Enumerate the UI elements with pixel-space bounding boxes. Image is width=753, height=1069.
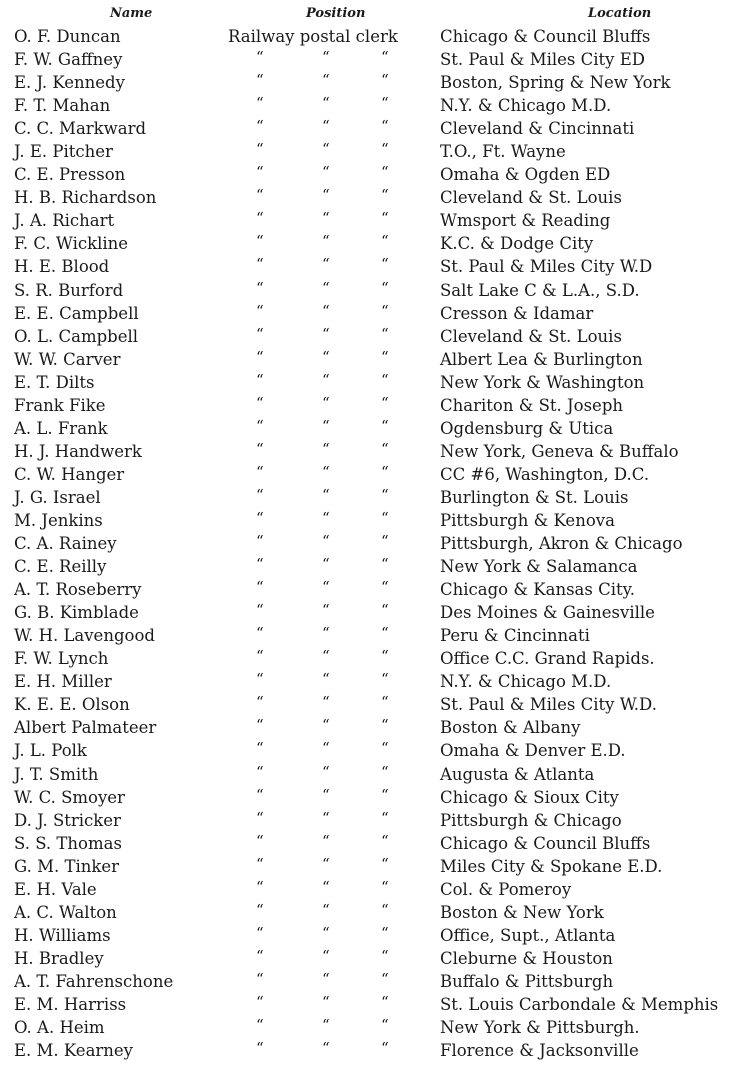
row-name: E. H. Miller — [14, 672, 112, 692]
ditto-mark: “ — [322, 785, 330, 804]
row-name: C. C. Markward — [14, 119, 147, 139]
table-row — [0, 463, 753, 486]
row-name: E. E. Campbell — [14, 303, 139, 323]
ditto-mark: “ — [322, 370, 330, 389]
table-row — [0, 509, 753, 532]
ditto-mark: “ — [381, 508, 389, 527]
ditto-mark: “ — [381, 117, 389, 136]
ditto-mark: “ — [381, 785, 389, 804]
row-name: O. A. Heim — [14, 1018, 105, 1038]
row-name: G. M. Tinker — [14, 856, 120, 876]
ditto-mark: “ — [381, 232, 389, 251]
ditto-mark: “ — [381, 762, 389, 781]
ditto-mark: “ — [256, 601, 264, 620]
table-row — [0, 209, 753, 232]
ditto-mark: “ — [322, 647, 330, 666]
ditto-mark: “ — [322, 854, 330, 873]
ditto-mark: “ — [381, 992, 389, 1011]
table-row — [0, 716, 753, 739]
table-row — [0, 279, 753, 302]
table-row — [0, 786, 753, 809]
ditto-mark: “ — [322, 347, 330, 366]
table-row — [0, 578, 753, 601]
row-name: C. E. Reilly — [14, 557, 107, 577]
ditto-mark: “ — [381, 393, 389, 412]
ditto-mark: “ — [256, 94, 264, 113]
row-location: Pittsburgh, Akron & Chicago — [440, 534, 683, 554]
ditto-mark: “ — [381, 647, 389, 666]
row-name: H. J. Handwerk — [14, 441, 142, 461]
row-position: Railway postal clerk — [228, 27, 398, 46]
table-row — [0, 924, 753, 947]
row-location: Omaha & Denver E.D. — [440, 741, 626, 761]
ditto-mark: “ — [256, 854, 264, 873]
table-row — [0, 394, 753, 417]
ditto-mark: “ — [381, 578, 389, 597]
table-row — [0, 325, 753, 348]
row-name: J. G. Israel — [14, 487, 101, 507]
ditto-mark: “ — [256, 647, 264, 666]
column-header-name: Name — [110, 6, 153, 21]
table-row — [0, 440, 753, 463]
table-row — [0, 993, 753, 1016]
table-row — [0, 117, 753, 140]
ditto-mark: “ — [256, 324, 264, 343]
ditto-mark: “ — [256, 439, 264, 458]
ditto-mark: “ — [256, 117, 264, 136]
table-body — [0, 25, 753, 1062]
row-location: CC #6, Washington, D.C. — [440, 464, 650, 484]
ditto-mark: “ — [322, 278, 330, 297]
ditto-mark: “ — [256, 462, 264, 481]
table-row — [0, 809, 753, 832]
row-name: F. T. Mahan — [14, 96, 111, 116]
ditto-mark: “ — [381, 1039, 389, 1058]
ditto-mark: “ — [381, 163, 389, 182]
ditto-mark: “ — [256, 877, 264, 896]
row-location: Chicago & Kansas City. — [440, 580, 635, 600]
ditto-mark: “ — [381, 255, 389, 274]
row-name: W. H. Lavengood — [14, 626, 155, 646]
ditto-mark: “ — [381, 969, 389, 988]
row-location: Buffalo & Pittsburgh — [440, 971, 614, 991]
table-row — [0, 94, 753, 117]
row-location: St. Paul & Miles City ED — [440, 50, 646, 70]
row-location: Augusta & Atlanta — [440, 764, 595, 784]
row-name: F. W. Gaffney — [14, 50, 123, 70]
ditto-mark: “ — [256, 578, 264, 597]
row-location: K.C. & Dodge City — [440, 234, 594, 254]
ditto-mark: “ — [322, 992, 330, 1011]
ditto-mark: “ — [381, 278, 389, 297]
ditto-mark: “ — [381, 532, 389, 551]
row-location: New York & Pittsburgh. — [440, 1018, 640, 1038]
row-location: New York, Geneva & Buffalo — [440, 441, 679, 461]
row-name: C. W. Hanger — [14, 464, 125, 484]
row-location: Ogdensburg & Utica — [440, 418, 614, 438]
row-location: Cleburne & Houston — [440, 948, 613, 968]
ditto-mark: “ — [322, 209, 330, 228]
ditto-mark: “ — [322, 900, 330, 919]
row-location: Burlington & St. Louis — [440, 487, 629, 507]
ditto-mark: “ — [322, 670, 330, 689]
ditto-mark: “ — [322, 163, 330, 182]
ditto-mark: “ — [322, 48, 330, 67]
ditto-mark: “ — [322, 624, 330, 643]
ditto-mark: “ — [256, 232, 264, 251]
ditto-mark: “ — [322, 255, 330, 274]
ditto-mark: “ — [256, 301, 264, 320]
table-row — [0, 901, 753, 924]
table-row — [0, 855, 753, 878]
table-row — [0, 970, 753, 993]
ditto-mark: “ — [256, 209, 264, 228]
ditto-mark: “ — [256, 992, 264, 1011]
row-name: G. B. Kimblade — [14, 603, 139, 623]
row-location: Boston, Spring & New York — [440, 73, 671, 93]
row-location: Cresson & Idamar — [440, 303, 594, 323]
row-location: Pittsburgh & Kenova — [440, 510, 615, 530]
table-row — [0, 739, 753, 762]
ditto-mark: “ — [381, 324, 389, 343]
row-name: F. W. Lynch — [14, 649, 109, 669]
row-location: Des Moines & Gainesville — [440, 603, 655, 623]
ditto-mark: “ — [381, 946, 389, 965]
row-name: E. H. Vale — [14, 879, 97, 899]
row-location: New York & Washington — [440, 372, 645, 392]
ditto-mark: “ — [256, 785, 264, 804]
row-name: K. E. E. Olson — [14, 695, 130, 715]
table-header — [0, 4, 753, 24]
ditto-mark: “ — [322, 532, 330, 551]
table-row — [0, 486, 753, 509]
row-location: Miles City & Spokane E.D. — [440, 856, 663, 876]
table-row — [0, 163, 753, 186]
row-name: F. C. Wickline — [14, 234, 129, 254]
ditto-mark: “ — [381, 48, 389, 67]
ditto-mark: “ — [256, 48, 264, 67]
ditto-mark: “ — [322, 1016, 330, 1035]
row-name: A. L. Frank — [14, 418, 108, 438]
row-location: Albert Lea & Burlington — [440, 349, 643, 369]
row-name: E. J. Kennedy — [14, 73, 125, 93]
row-location: Omaha & Ogden ED — [440, 165, 611, 185]
row-name: A. T. Roseberry — [14, 580, 142, 600]
ditto-mark: “ — [322, 716, 330, 735]
ditto-mark: “ — [256, 670, 264, 689]
row-location: Pittsburgh & Chicago — [440, 810, 622, 830]
ditto-mark: “ — [381, 670, 389, 689]
ditto-mark: “ — [381, 347, 389, 366]
ditto-mark: “ — [256, 923, 264, 942]
row-name: H. Williams — [14, 925, 111, 945]
ditto-mark: “ — [322, 808, 330, 827]
row-name: O. F. Duncan — [14, 27, 121, 46]
row-name: C. E. Presson — [14, 165, 126, 185]
row-name: W. C. Smoyer — [14, 787, 125, 807]
row-name: J. L. Polk — [14, 741, 87, 761]
row-name: E. M. Harriss — [14, 994, 127, 1014]
ditto-mark: “ — [381, 739, 389, 758]
ditto-mark: “ — [256, 485, 264, 504]
row-name: M. Jenkins — [14, 510, 103, 530]
ditto-mark: “ — [256, 1016, 264, 1035]
ditto-mark: “ — [256, 716, 264, 735]
table-row — [0, 670, 753, 693]
ditto-mark: “ — [322, 831, 330, 850]
row-location: Chariton & St. Joseph — [440, 395, 624, 415]
table-row — [0, 624, 753, 647]
ditto-mark: “ — [322, 555, 330, 574]
ditto-mark: “ — [381, 462, 389, 481]
table-row — [0, 878, 753, 901]
row-name: A. C. Walton — [14, 902, 117, 922]
ditto-mark: “ — [322, 946, 330, 965]
row-location: Cleveland & St. Louis — [440, 326, 622, 346]
ditto-mark: “ — [381, 877, 389, 896]
column-header-position: Position — [306, 6, 366, 21]
table-row — [0, 186, 753, 209]
ditto-mark: “ — [381, 140, 389, 159]
ditto-mark: “ — [381, 370, 389, 389]
ditto-mark: “ — [322, 601, 330, 620]
ditto-mark: “ — [322, 969, 330, 988]
ditto-mark: “ — [322, 462, 330, 481]
ditto-mark: “ — [322, 762, 330, 781]
ditto-mark: “ — [322, 693, 330, 712]
row-location: Cleveland & St. Louis — [440, 188, 622, 208]
row-location: Chicago & Council Bluffs — [440, 27, 651, 46]
table-row — [0, 371, 753, 394]
ditto-mark: “ — [256, 624, 264, 643]
ditto-mark: “ — [256, 278, 264, 297]
ditto-mark: “ — [256, 71, 264, 90]
row-name: J. E. Pitcher — [14, 142, 113, 162]
ditto-mark: “ — [256, 140, 264, 159]
ditto-mark: “ — [256, 555, 264, 574]
ditto-mark: “ — [381, 808, 389, 827]
row-name: C. A. Rainey — [14, 534, 117, 554]
ditto-mark: “ — [381, 854, 389, 873]
row-name: E. M. Kearney — [14, 1041, 134, 1061]
row-location: New York & Salamanca — [440, 557, 638, 577]
ditto-mark: “ — [256, 808, 264, 827]
ditto-mark: “ — [322, 485, 330, 504]
ditto-mark: “ — [381, 601, 389, 620]
table-row — [0, 532, 753, 555]
ditto-mark: “ — [256, 416, 264, 435]
table-row — [0, 832, 753, 855]
table-row — [0, 601, 753, 624]
table-row — [0, 255, 753, 278]
ditto-mark: “ — [322, 232, 330, 251]
ditto-mark: “ — [322, 578, 330, 597]
row-name: H. B. Richardson — [14, 188, 157, 208]
row-name: S. S. Thomas — [14, 833, 122, 853]
ditto-mark: “ — [256, 969, 264, 988]
row-location: Office C.C. Grand Rapids. — [440, 649, 655, 669]
ditto-mark: “ — [322, 301, 330, 320]
ditto-mark: “ — [256, 347, 264, 366]
ditto-mark: “ — [322, 739, 330, 758]
row-location: Col. & Pomeroy — [440, 879, 572, 899]
row-location: Chicago & Sioux City — [440, 787, 619, 807]
row-location: Salt Lake C & L.A., S.D. — [440, 280, 640, 300]
row-location: St. Louis Carbondale & Memphis — [440, 994, 719, 1014]
ditto-mark: “ — [322, 71, 330, 90]
ditto-mark: “ — [256, 508, 264, 527]
ditto-mark: “ — [322, 439, 330, 458]
ditto-mark: “ — [381, 900, 389, 919]
ditto-mark: “ — [256, 186, 264, 205]
table-row — [0, 693, 753, 716]
ditto-mark: “ — [381, 624, 389, 643]
row-name: J. A. Richart — [14, 211, 115, 231]
table-row — [0, 647, 753, 670]
ditto-mark: “ — [322, 94, 330, 113]
ditto-mark: “ — [322, 923, 330, 942]
row-location: St. Paul & Miles City W.D. — [440, 695, 657, 715]
table-row — [0, 140, 753, 163]
row-location: Chicago & Council Bluffs — [440, 833, 651, 853]
ditto-mark: “ — [381, 186, 389, 205]
row-name: Albert Palmateer — [14, 718, 157, 738]
ditto-mark: “ — [322, 877, 330, 896]
ditto-mark: “ — [322, 1039, 330, 1058]
ditto-mark: “ — [256, 946, 264, 965]
ditto-mark: “ — [256, 163, 264, 182]
row-location: Wmsport & Reading — [440, 211, 611, 231]
ditto-mark: “ — [381, 439, 389, 458]
ditto-mark: “ — [256, 532, 264, 551]
table-row — [0, 71, 753, 94]
row-location: N.Y. & Chicago M.D. — [440, 672, 612, 692]
ditto-mark: “ — [256, 693, 264, 712]
ditto-mark: “ — [322, 416, 330, 435]
table-row — [0, 232, 753, 255]
table-row — [0, 417, 753, 440]
row-name: A. T. Fahrenschone — [14, 971, 174, 991]
row-name: W. W. Carver — [14, 349, 121, 369]
row-location: Peru & Cincinnati — [440, 626, 590, 646]
ditto-mark: “ — [322, 140, 330, 159]
ditto-mark: “ — [256, 1039, 264, 1058]
row-name: Frank Fike — [14, 395, 106, 415]
row-name: H. E. Blood — [14, 257, 110, 277]
ditto-mark: “ — [381, 209, 389, 228]
ditto-mark: “ — [381, 716, 389, 735]
row-location: T.O., Ft. Wayne — [440, 142, 566, 162]
ditto-mark: “ — [381, 1016, 389, 1035]
ditto-mark: “ — [381, 693, 389, 712]
ditto-mark: “ — [381, 923, 389, 942]
ditto-mark: “ — [381, 94, 389, 113]
row-location: N.Y. & Chicago M.D. — [440, 96, 612, 116]
table-row — [0, 348, 753, 371]
row-location: Florence & Jacksonville — [440, 1041, 639, 1061]
ditto-mark: “ — [256, 255, 264, 274]
ditto-mark: “ — [381, 485, 389, 504]
ditto-mark: “ — [322, 324, 330, 343]
column-header-location: Location — [588, 6, 652, 21]
ditto-mark: “ — [256, 762, 264, 781]
ditto-mark: “ — [256, 831, 264, 850]
table-row — [0, 763, 753, 786]
table-row — [0, 1016, 753, 1039]
ditto-mark: “ — [381, 71, 389, 90]
ditto-mark: “ — [322, 186, 330, 205]
table-row — [0, 302, 753, 325]
ditto-mark: “ — [381, 416, 389, 435]
row-name: J. T. Smith — [14, 764, 99, 784]
table-row — [0, 48, 753, 71]
row-location: Cleveland & Cincinnati — [440, 119, 635, 139]
row-name: S. R. Burford — [14, 280, 124, 300]
row-location: Boston & Albany — [440, 718, 581, 738]
table-row — [0, 1039, 753, 1062]
ditto-mark: “ — [381, 301, 389, 320]
row-location: St. Paul & Miles City W.D — [440, 257, 653, 277]
row-name: D. J. Stricker — [14, 810, 121, 830]
ditto-mark: “ — [256, 739, 264, 758]
row-location: Boston & New York — [440, 902, 604, 922]
ditto-mark: “ — [256, 900, 264, 919]
table-row — [0, 25, 753, 48]
ditto-mark: “ — [322, 117, 330, 136]
row-name: H. Bradley — [14, 948, 104, 968]
ditto-mark: “ — [322, 393, 330, 412]
ditto-mark: “ — [381, 831, 389, 850]
ditto-mark: “ — [381, 555, 389, 574]
row-location: Office, Supt., Atlanta — [440, 925, 616, 945]
row-name: O. L. Campbell — [14, 326, 139, 346]
table-row — [0, 555, 753, 578]
row-name: E. T. Dilts — [14, 372, 95, 392]
ditto-mark: “ — [256, 370, 264, 389]
ditto-mark: “ — [256, 393, 264, 412]
table-row — [0, 947, 753, 970]
ditto-mark: “ — [322, 508, 330, 527]
